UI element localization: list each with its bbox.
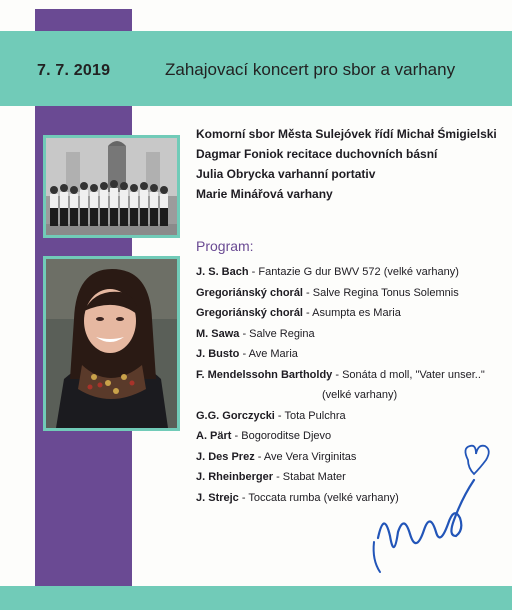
portrait-photo	[43, 256, 180, 431]
composer: G.G. Gorczycki	[196, 409, 275, 422]
work: - Stabat Mater	[273, 471, 346, 483]
performer-line: Dagmar Foniok recitace duchovních básní	[196, 147, 438, 161]
handwritten-signature	[370, 440, 500, 580]
footer-band	[0, 586, 512, 610]
choir-photo	[43, 135, 180, 238]
performer-line: Marie Minářová varhany	[196, 187, 333, 201]
composer: J. S. Bach	[196, 266, 249, 278]
composer: J. Strejc	[196, 491, 239, 504]
program-item-continuation	[196, 385, 485, 406]
program-item	[196, 283, 485, 304]
performers-list	[196, 124, 497, 204]
work: - Ave Maria	[239, 348, 298, 360]
purple-strip-top	[35, 9, 132, 31]
work: - Toccata rumba (velké varhany)	[238, 491, 399, 504]
composer: Gregoriánský chorál	[196, 286, 303, 299]
composer: J. Busto	[196, 348, 240, 360]
program-item	[196, 324, 485, 345]
concert-date: 7. 7. 2019	[37, 62, 111, 79]
composer: M. Sawa	[196, 327, 240, 340]
work: - Fantazie G dur BWV 572 (velké varhany)	[248, 266, 459, 278]
work: - Sonáta d moll, "Vater unser.."	[332, 368, 485, 381]
work: - Salve Regina	[239, 327, 315, 340]
work: - Bogoroditse Djevo	[231, 430, 332, 442]
performer-line: Komorní sbor Města Sulejóvek řídí Michał Śmigielski	[196, 127, 497, 141]
program-item	[196, 365, 485, 386]
composer: F. Mendelssohn Bartholdy	[196, 368, 333, 381]
composer: J. Des Prez	[196, 450, 255, 463]
performer-line: Julia Obrycka varhanní portativ	[196, 167, 376, 181]
work: - Asumpta es Maria	[303, 307, 401, 319]
composer: A. Pärt	[196, 430, 232, 442]
program-item	[196, 262, 485, 283]
work: (velké varhany)	[322, 389, 398, 401]
program-heading: Program:	[196, 238, 254, 254]
composer: J. Rheinberger	[196, 471, 274, 483]
composer: Gregoriánský chorál	[196, 307, 303, 319]
program-item	[196, 344, 485, 365]
work: - Ave Vera Virginitas	[254, 450, 357, 463]
work: - Tota Pulchra	[274, 409, 346, 422]
program-item	[196, 406, 485, 427]
concert-title: Zahajovací koncert pro sbor a varhany	[165, 60, 456, 79]
program-item	[196, 303, 485, 324]
work: - Salve Regina Tonus Solemnis	[303, 286, 459, 299]
